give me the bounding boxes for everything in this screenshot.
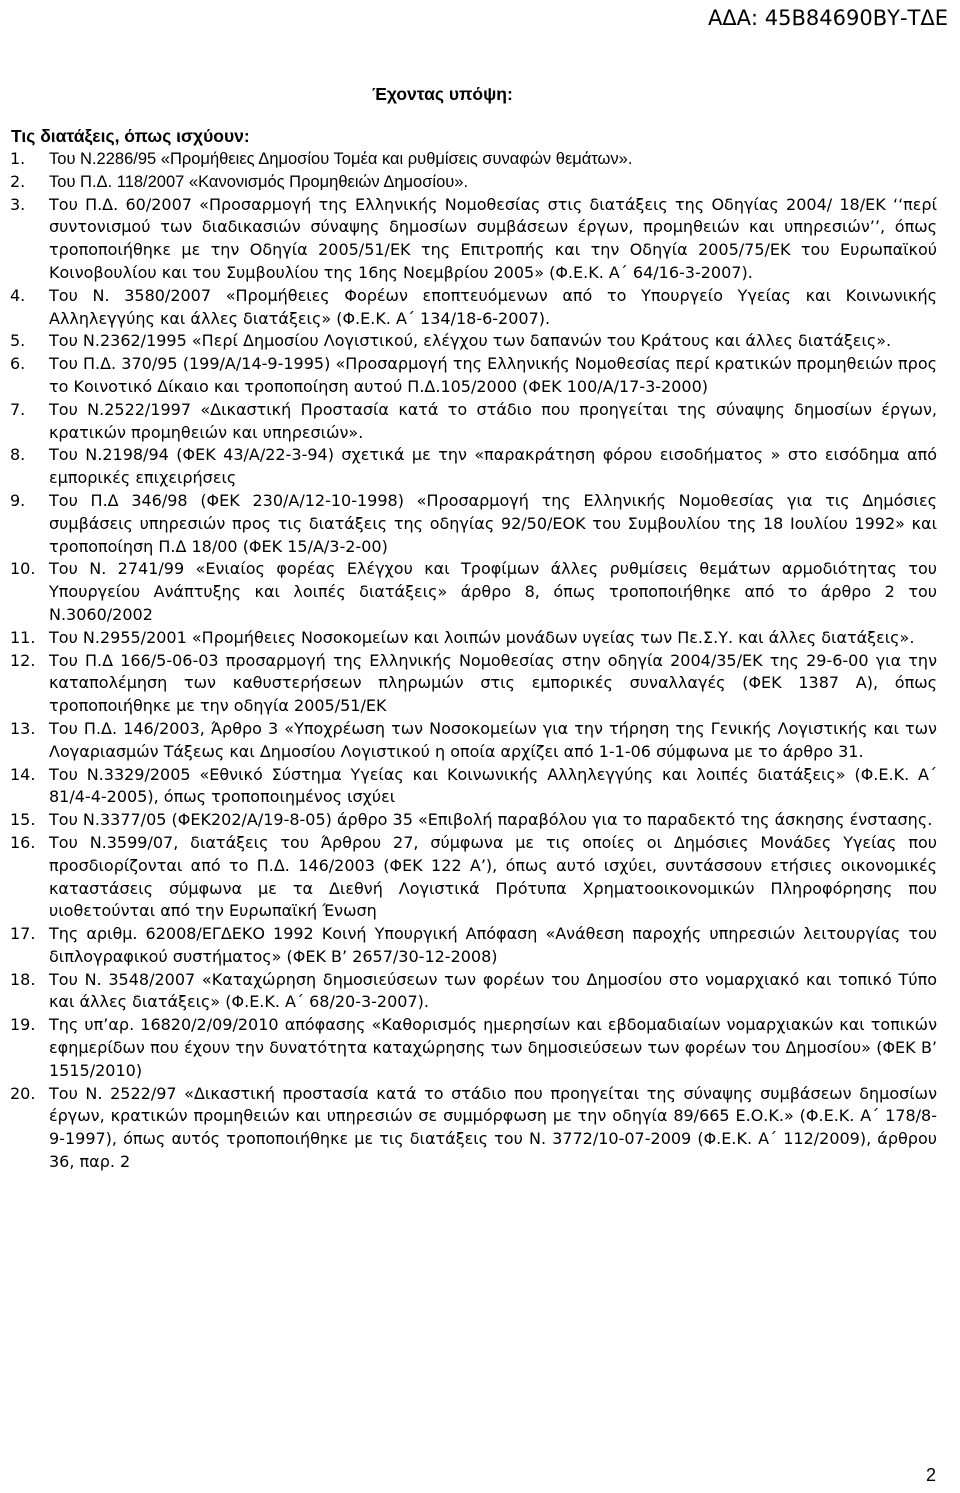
- item-text: Του Ν.3329/2005 «Εθνικό Σύστημα Υγείας και Κοινωνικής Αλληλεγγύης και λοιπές διατάξεις» (Φ.Ε.Κ. Α΄ 81/4-4-2005), όπως τροποποιημένος ισχύει: [49, 764, 937, 807]
- item-number: 4.: [10, 285, 26, 305]
- item-text: Του Ν. 2522/97 «Δικαστική προστασία κατά το στάδιο που προηγείται της σύναψης συμβάσεων δημοσίων έργων, κρατικών προμηθειών και υπηρεσιών σε συμμόρφωση με την οδηγία 89/665 Ε.Ο.Κ.» (Φ.Ε.Κ. Α΄ 178/8-9-1997), όπως αυτός τροποποιήθηκε με τις διατάξεις του Ν. 3772/10-07-2009 (Φ.Ε.Κ. Α΄ 112/2009), άρθρου 36, παρ. 2: [49, 1083, 937, 1172]
- list-item: [0, 558, 960, 626]
- list-item: [0, 285, 960, 331]
- list-item: [0, 832, 960, 923]
- item-number: 5.: [10, 331, 26, 351]
- item-text: Του Π.Δ. 118/2007 «Κανονισμός Προμηθειών Δημοσίου».: [49, 172, 469, 191]
- list-item: [0, 969, 960, 1015]
- list-item: [0, 330, 960, 353]
- legal-references-list: [0, 148, 960, 1174]
- item-text: Του Ν.3377/05 (ΦΕΚ202/Α/19-8-05) άρθρο 35 «Επιβολή παραβόλου για το παραδεκτό της άσκησης ένστασης.: [49, 810, 933, 830]
- list-item: [0, 444, 960, 490]
- item-number: 16.: [10, 832, 36, 852]
- item-number: 10.: [10, 559, 36, 579]
- section-heading: Έχοντας υπόψη:: [372, 84, 513, 104]
- page-number: 2: [925, 1465, 936, 1485]
- item-text: Του Ν.2522/1997 «Δικαστική Προστασία κατά το στάδιο που προηγείται της σύναψης δημοσίων έργων, κρατικών προμηθειών και υπηρεσιών».: [49, 399, 937, 442]
- item-number: 15.: [10, 810, 36, 830]
- item-text: Του Π.Δ 166/5-06-03 προσαρμογή της Ελληνικής Νομοθεσίας στην οδηγία 2004/35/ΕΚ της 29-6-00 για την καταπολέμηση των καθυστερήσεων πληρωμών στις εμπορικές συναλλαγές (ΦΕΚ 1387 Α), όπως τροποποιήθηκε με την οδηγία 2005/51/ΕΚ: [49, 650, 937, 716]
- item-text: Του Π.Δ. 60/2007 «Προσαρμογή της Ελληνικής Νομοθεσίας στις διατάξεις της Οδηγίας 2004/ 18/ΕΚ ‘‘περί συντονισμού των διαδικασιών σύναψης δημοσίων συμβάσεων έργων, προμηθειών και υπηρεσιών’’, όπως τροποποιήθηκε με την Οδηγία 2005/51/ΕΚ της Επιτροπής και την Οδηγία 2005/75/ΕΚ του Ευρωπαϊκού Κοινοβουλίου και του Συμβουλίου της 16ης Νοεμβρίου 2005» (Φ.Ε.Κ. Α΄ 64/16-3-2007).: [49, 194, 937, 282]
- item-number: 12.: [10, 650, 36, 670]
- item-number: 8.: [10, 445, 26, 465]
- item-text: Του Π.Δ. 370/95 (199/Α/14-9-1995) «Προσαρμογή της Ελληνικής Νομοθεσίας περί κρατικών προμηθειών προς το Κοινοτικό Δίκαιο και τροποποίηση αυτού Π.Δ.105/2000 (ΦΕΚ 100/Α/17-3-2000): [49, 354, 937, 396]
- item-number: 9.: [10, 490, 26, 510]
- item-text: Του Π.Δ. 146/2003, Άρθρο 3 «Υποχρέωση των Νοσοκομείων για την τήρηση της Γενικής Λογιστικής και των Λογαριασμών Τάξεως και Δημοσίου Λογιστικού η οποία αρχίζει από 1-1-06 σύμφωνα με το άρθρο 31.: [49, 718, 937, 761]
- item-number: 13.: [10, 718, 36, 738]
- item-number: 18.: [10, 969, 36, 989]
- item-text: Του Ν. 2741/99 «Ενιαίος φορέας Ελέγχου και Τροφίμων άλλες ρυθμίσεις θεμάτων αρμοδιότητας του Υπουργείου Ανάπτυξης και λοιπές διατάξεις» άρθρο 8, όπως τροποποιήθηκε από το άρθρο 2 του Ν.3060/2002: [49, 559, 937, 624]
- item-text: Του Π.Δ 346/98 (ΦΕΚ 230/Α/12-10-1998) «Προσαρμογή της Ελληνικής Νομοθεσίας για τις Δημόσιες συμβάσεις υπηρεσιών προς τις διατάξεις της οδηγίας 92/50/ΕΟΚ του Συμβουλίου της 18 Ιουλίου 1992» και τροποποίηση Π.Δ 18/00 (ΦΕΚ 15/Α/3-2-00): [49, 490, 937, 556]
- list-item: [0, 399, 960, 445]
- list-item: [0, 1014, 960, 1082]
- list-item: [0, 809, 960, 832]
- item-text: Του Ν.2955/2001 «Προμήθειες Νοσοκομείων και λοιπών μονάδων υγείας των Πε.Σ.Υ. και άλλες διατάξεις».: [49, 627, 915, 647]
- item-number: 20.: [10, 1083, 36, 1103]
- item-number: 7.: [10, 399, 26, 419]
- item-number: 6.: [10, 354, 26, 374]
- list-item: [0, 148, 960, 171]
- list-item: [0, 627, 960, 650]
- item-text: Του Ν.2362/1995 «Περί Δημοσίου Λογιστικού, ελέγχου των δαπανών του Κράτους και άλλες διατάξεις».: [49, 331, 892, 351]
- list-item: [0, 194, 960, 285]
- list-item: [0, 171, 960, 194]
- item-text: Του Ν.3599/07, διατάξεις του Άρθρου 27, σύμφωνα με τις οποίες οι Δημόσιες Μονάδες Υγείας που προσδιορίζονται από το Π.Δ. 146/2003 (ΦΕΚ 122 Α’), όπως αυτό ισχύει, συντάσσουν ετήσιες οικονομικές καταστάσεις σύμφωνα με τα Διεθνή Λογιστικά Πρότυπα Χρηματοοικονομικών Πληροφόρησης που υιοθετούνται από την Ευρωπαϊκή Ένωση: [49, 832, 937, 921]
- list-item: [0, 923, 960, 969]
- item-text: Του Ν. 3580/2007 «Προμήθειες Φορέων εποπτευόμενων από το Υπουργείο Υγείας και Κοινωνικής Αλληλεγγύης και άλλες διατάξεις» (Φ.Ε.Κ. Α΄ 134/18-6-2007).: [49, 285, 937, 328]
- item-number: 2.: [10, 171, 26, 191]
- item-text: Της αριθμ. 62008/ΕΓΔΕΚΟ 1992 Κοινή Υπουργική Απόφαση «Ανάθεση παροχής υπηρεσιών λειτουργίας του διπλογραφικού συστήματος» (ΦΕΚ Β’ 2657/30-12-2008): [49, 924, 937, 966]
- ada-code: ΑΔΑ: 45Β84690ΒΥ-ΤΔΕ: [707, 6, 948, 30]
- list-item: [0, 718, 960, 764]
- list-item: [0, 764, 960, 810]
- item-text: Του Ν.2286/95 «Προμήθειες Δημοσίου Τομέα και ρυθμίσεις συναφών θεμάτων».: [49, 150, 633, 168]
- item-number: 17.: [10, 924, 36, 944]
- item-text: Της υπ’αρ. 16820/2/09/2010 απόφασης «Καθορισμός ημερησίων και εβδομαδιαίων νομαρχιακών και τοπικών εφημερίδων που έχουν την δυνατότητα καταχώρησης των δημοσιεύσεων των φορέων του Δημοσίου» (ΦΕΚ Β’ 1515/2010): [49, 1015, 937, 1080]
- item-number: 11.: [10, 627, 36, 647]
- list-item: [0, 1083, 960, 1174]
- item-number: 3.: [10, 194, 26, 214]
- item-number: 14.: [10, 764, 36, 784]
- list-item: [0, 353, 960, 399]
- item-number: 1.: [10, 149, 26, 168]
- item-number: 19.: [10, 1015, 36, 1035]
- item-text: Του Ν. 3548/2007 «Καταχώρηση δημοσιεύσεων των φορέων του Δημοσίου στο νομαρχιακό και τοπικό Τύπο και άλλες διατάξεις» (Φ.Ε.Κ. Α΄ 68/20-3-2007).: [49, 969, 937, 1012]
- item-text: Του Ν.2198/94 (ΦΕΚ 43/Α/22-3-94) σχετικά με την «παρακράτηση φόρου εισοδήματος » στο εισόδημα από εμπορικές επιχειρήσεις: [49, 445, 937, 488]
- list-item: [0, 490, 960, 558]
- intro-line: Τις διατάξεις, όπως ισχύουν:: [11, 126, 250, 146]
- list-item: [0, 650, 960, 718]
